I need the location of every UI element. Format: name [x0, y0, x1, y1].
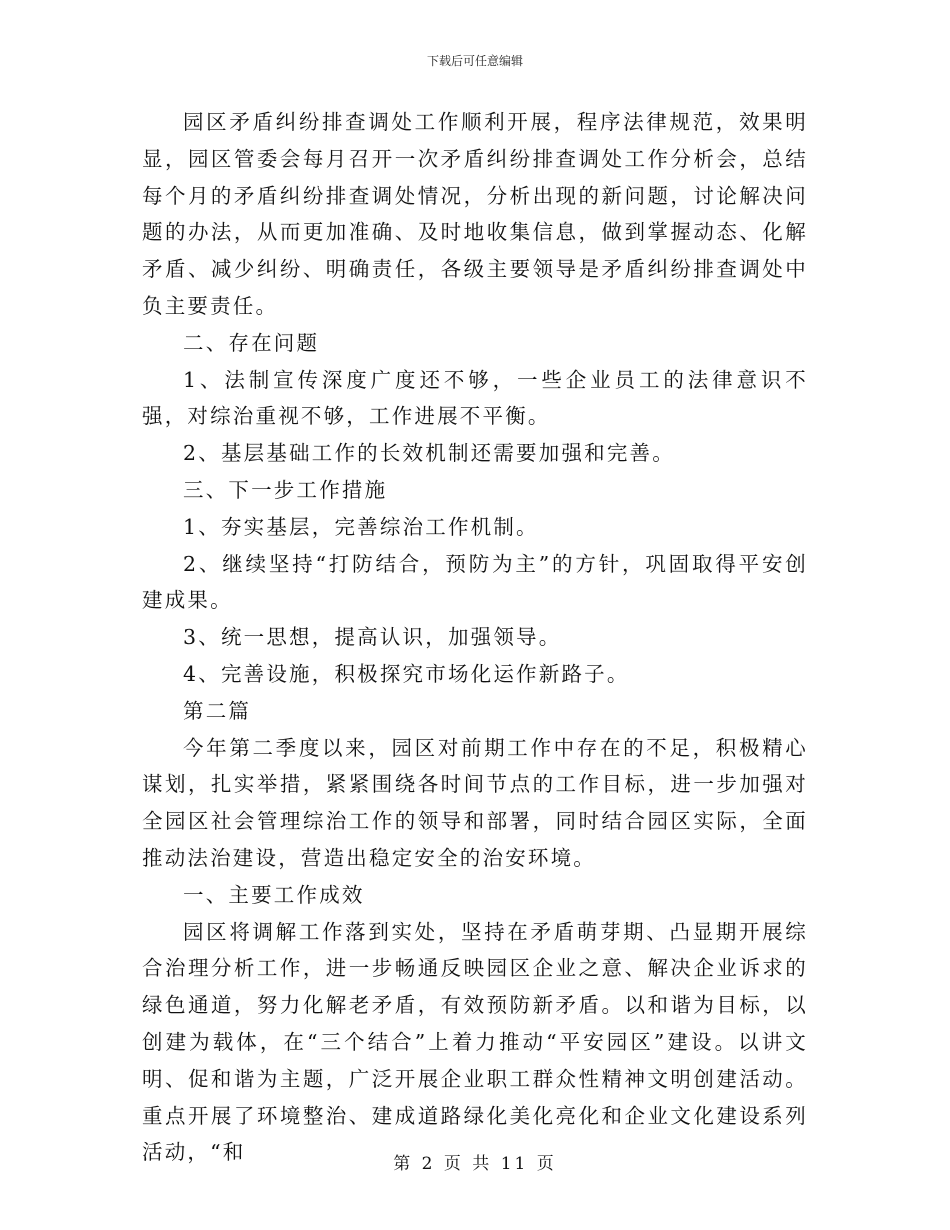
- paragraph: 1、夯实基层，完善综治工作机制。: [183, 514, 539, 539]
- paragraph: 园区矛盾纠纷排查调处工作顺利开展，程序法律规范，效果明显，园区管委会每月召开一次矛盾纠纷排查调处工作分析会，总结每个月的矛盾纠纷排查调处情况，分析出现的新问题，讨论解决问题的办法，从而更加准确、及时地收集信息，做到掌握动态、化解矛盾、减少纠纷、明确责任，各级主要领导是矛盾纠纷排查调处中负主要责任。: [142, 110, 808, 318]
- section-heading: 第二篇: [183, 698, 252, 723]
- document-body: [142, 104, 808, 1171]
- paragraph: 1、法制宣传深度广度还不够，一些企业员工的法律意识不强，对综治重视不够，工作进展不平衡。: [142, 367, 808, 429]
- paragraph: 园区将调解工作落到实处，坚持在矛盾萌芽期、凸显期开展综合治理分析工作，进一步畅通反映园区企业之意、解决企业诉求的绿色通道，努力化解老矛盾，有效预防新矛盾。以和谐为目标，以创建为载体，在“三个结合”上着力推动“平安园区”建设。以讲文明、促和谐为主题，广泛开展企业职工群众性精神文明创建活动。重点开展了环境整治、建成道路绿化美化亮化和企业文化建设系列活动，“和: [142, 919, 808, 1165]
- paragraph: 2、基层基础工作的长效机制还需要加强和完善。: [183, 441, 675, 466]
- paragraph: 3、统一思想，提高认识，加强领导。: [183, 625, 562, 650]
- section-heading: 三、下一步工作措施: [183, 477, 388, 502]
- paragraph: 4、完善设施，积极探究市场化运作新路子。: [183, 661, 630, 686]
- paragraph: 今年第二季度以来，园区对前期工作中存在的不足，积极精心谋划，扎实举措，紧紧围绕各时间节点的工作目标，进一步加强对全园区社会管理综治工作的领导和部署，同时结合园区实际，全面推动法治建设，营造出稳定安全的治安环境。: [142, 735, 808, 870]
- paragraph: 2、继续坚持“打防结合，预防为主”的方针，巩固取得平安创建成果。: [142, 551, 808, 613]
- page-number: 第 2 页 共 11 页: [393, 1154, 557, 1174]
- page-header: 下载后可任意编辑: [426, 54, 523, 68]
- section-heading: 二、存在问题: [183, 330, 320, 355]
- section-heading: 一、主要工作成效: [183, 882, 365, 907]
